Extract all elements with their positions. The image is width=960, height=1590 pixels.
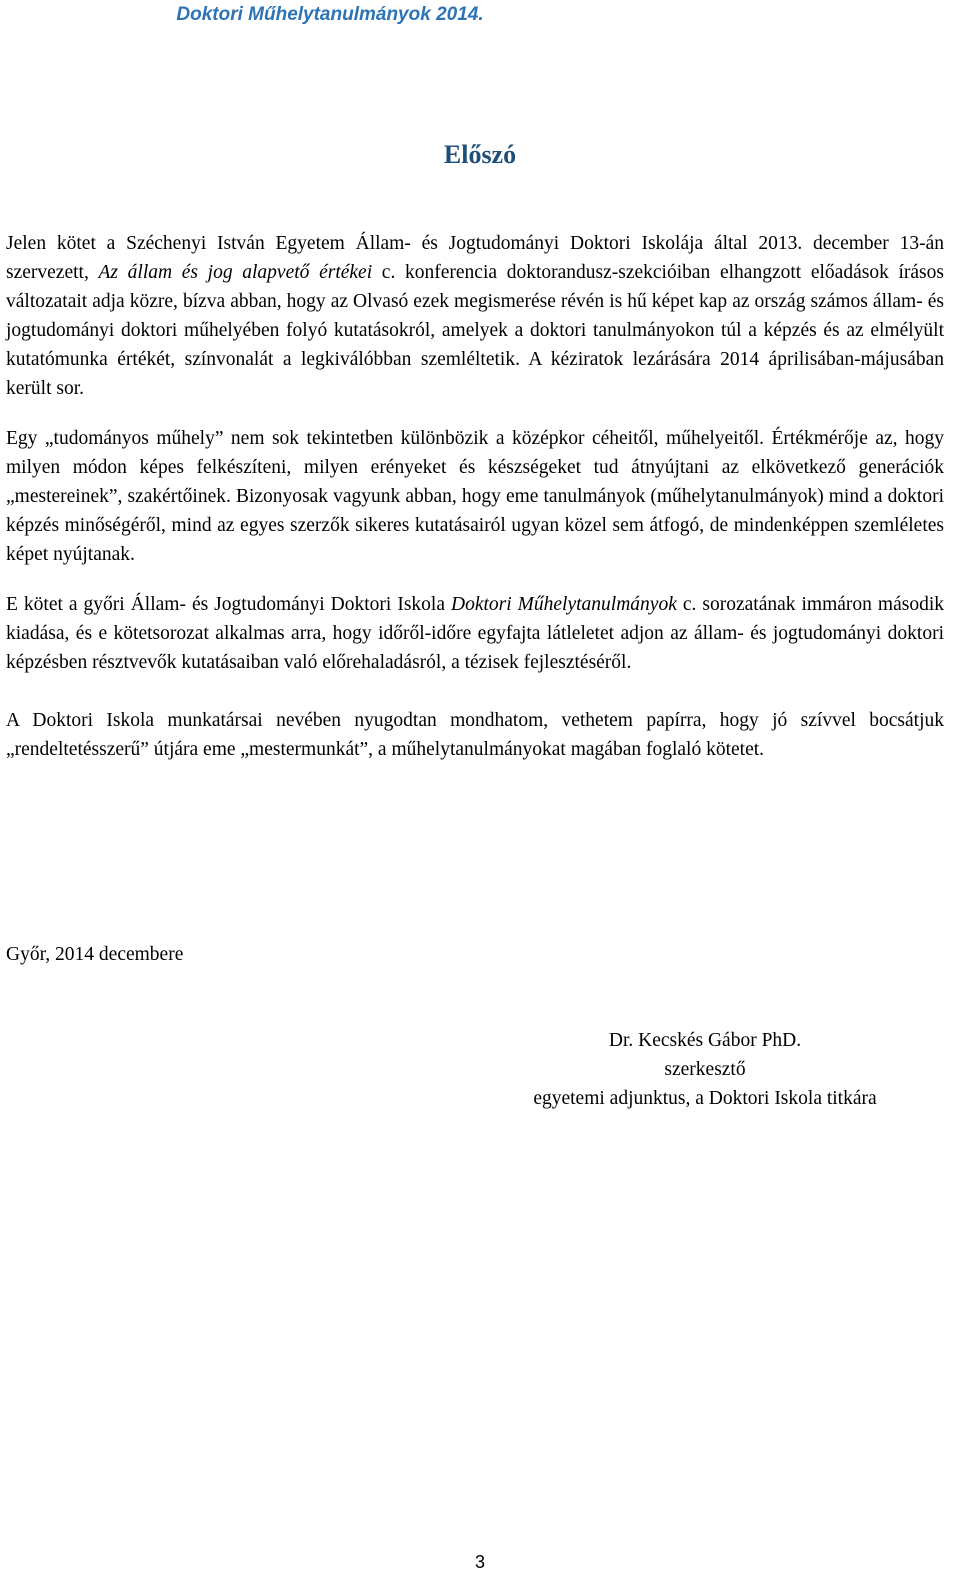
signature-role: szerkesztő — [664, 1059, 746, 1080]
conference-title: Az állam és jog alapvető értékei — [98, 262, 373, 283]
paragraph-3-part-1: E kötet a győri Állam- és Jogtudományi Doktori Iskola — [6, 594, 451, 615]
paragraph-3-part-2: c. sorozatának immáron második kiadása, és e kötetsorozat alkalmas arra, hogy időről-időre egyfajta látleletet adjon az állam- és jogtudományi doktori képzésben résztvevők kutatásaiban való előrehaladásról, a tézisek fejlesztéséről. — [6, 594, 944, 673]
paragraph-3 — [6, 590, 944, 677]
page-number: 3 — [474, 1552, 485, 1572]
paragraph-2: Egy „tudományos műhely” nem sok tekintetben különbözik a középkor céheitől, műhelyeitől. Értékmérője az, hogy milyen módon képes felkészíteni, milyen erényeket és készségeket tud átnyújtani az elkövetkező generációk „mestereinek”, szakértőinek. Bizonyosak vagyunk abban, hogy eme tanulmányok (műhelytanulmányok) mind a doktori képzés minőségéről, mind az egyes szerzők sikeres kutatásairól ugyan közel sem átfogó, de mindenképpen szemléletes képet nyújtanak. — [6, 428, 944, 565]
place-date: Győr, 2014 decembere — [6, 944, 184, 965]
body-text — [6, 229, 944, 764]
paragraph-1-part-1: Jelen kötet a Széchenyi István Egyetem Állam- és Jogtudományi Doktori Iskolája által 2013. december 13-án szervezett, — [6, 233, 944, 283]
paragraph-1-part-2: c. konferencia doktorandusz-szekcióiban elhangzott előadások írásos változatait adja közre, bízva abban, hogy az Olvasó ezek megismerése révén is hű képet kap az ország számos állam- és jogtudományi doktori műhelyében folyó kutatásokról, amelyek a doktori tanulmányokon túl a képzés és az elmélyült kutatómunka értékét, színvonalát a legkiválóbban szemléltetik. A kéziratok lezárására 2014 áprilisában-májusában került sor. — [6, 262, 944, 399]
running-header: Doktori Műhelytanulmányok 2014. — [176, 4, 484, 25]
page-title: Előszó — [443, 140, 517, 169]
paragraph-1 — [6, 229, 944, 403]
signature-block — [480, 1026, 930, 1113]
series-title: Doktori Műhelytanulmányok — [451, 594, 677, 615]
signature-position: egyetemi adjunktus, a Doktori Iskola titkára — [533, 1088, 877, 1109]
paragraph-4: A Doktori Iskola munkatársai nevében nyugodtan mondhatom, vethetem papírra, hogy jó szívvel bocsátjuk „rendeltetésszerű” útjára eme „mestermunkát”, a műhelytanulmányokat magában foglaló kötetet. — [6, 710, 944, 760]
signature-name: Dr. Kecskés Gábor PhD. — [608, 1030, 802, 1051]
